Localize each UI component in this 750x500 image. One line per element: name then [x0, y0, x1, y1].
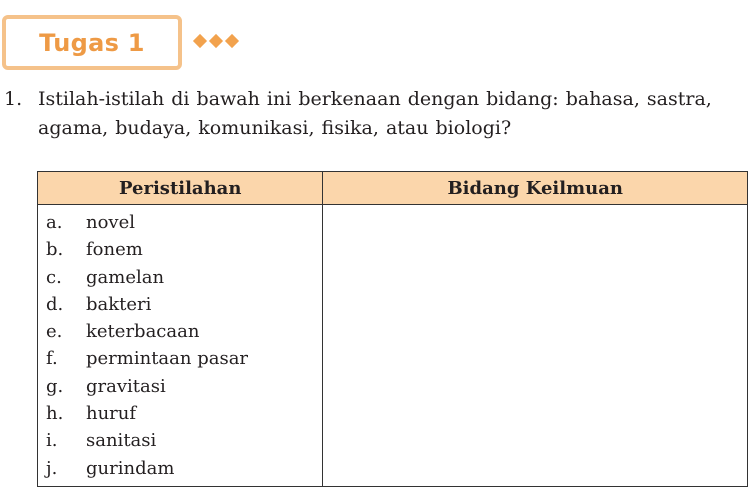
list-item — [46, 236, 322, 263]
list-item — [46, 291, 322, 318]
term-letter: b. — [46, 239, 64, 261]
term-text: permintaan pasar — [86, 348, 249, 370]
list-item — [46, 400, 322, 427]
task-title: Tugas 1 — [39, 28, 145, 57]
term-letter: c. — [46, 266, 62, 288]
term-text: gamelan — [86, 266, 165, 288]
header-peristilahan: Peristilahan — [38, 172, 323, 205]
term-letter: g. — [46, 375, 64, 397]
term-text: novel — [86, 212, 136, 233]
list-item — [46, 455, 322, 482]
term-letter: f. — [46, 348, 58, 370]
list-item — [46, 209, 322, 236]
term-text: gurindam — [86, 457, 175, 479]
term-text: sanitasi — [86, 430, 157, 452]
terms-table — [37, 171, 748, 487]
term-text: bakteri — [86, 293, 152, 315]
terms-cell — [38, 205, 323, 487]
term-text: huruf — [86, 403, 137, 425]
term-list — [38, 205, 322, 486]
decorative-diamonds — [195, 36, 237, 46]
list-item — [46, 345, 322, 372]
list-item — [46, 264, 322, 291]
term-letter: e. — [46, 321, 63, 343]
term-text: gravitasi — [86, 375, 166, 397]
term-letter: d. — [46, 293, 64, 315]
question — [4, 85, 750, 143]
term-text: fonem — [86, 239, 143, 261]
list-item — [46, 427, 322, 454]
diamond-icon — [193, 34, 207, 48]
table-header-row — [38, 172, 748, 205]
diamond-icon — [209, 34, 223, 48]
list-item — [46, 373, 322, 400]
table-body-row — [38, 205, 748, 487]
header-bidang-keilmuan: Bidang Keilmuan — [323, 172, 748, 205]
term-letter: i. — [46, 430, 58, 452]
diamond-icon — [225, 34, 239, 48]
term-letter: j. — [46, 457, 58, 479]
term-letter: h. — [46, 403, 64, 425]
question-line-1: Istilah-istilah di bawah ini berkenaan dengan bidang: bahasa, sastra, — [38, 88, 712, 110]
term-text: keterbacaan — [86, 321, 200, 343]
answers-cell[interactable] — [323, 205, 748, 487]
question-line-2: agama, budaya, komunikasi, fisika, atau biologi? — [38, 117, 512, 139]
question-text — [38, 85, 750, 143]
list-item — [46, 318, 322, 345]
task-title-box — [2, 15, 182, 70]
question-number: 1. — [4, 88, 23, 110]
term-letter: a. — [46, 212, 63, 233]
